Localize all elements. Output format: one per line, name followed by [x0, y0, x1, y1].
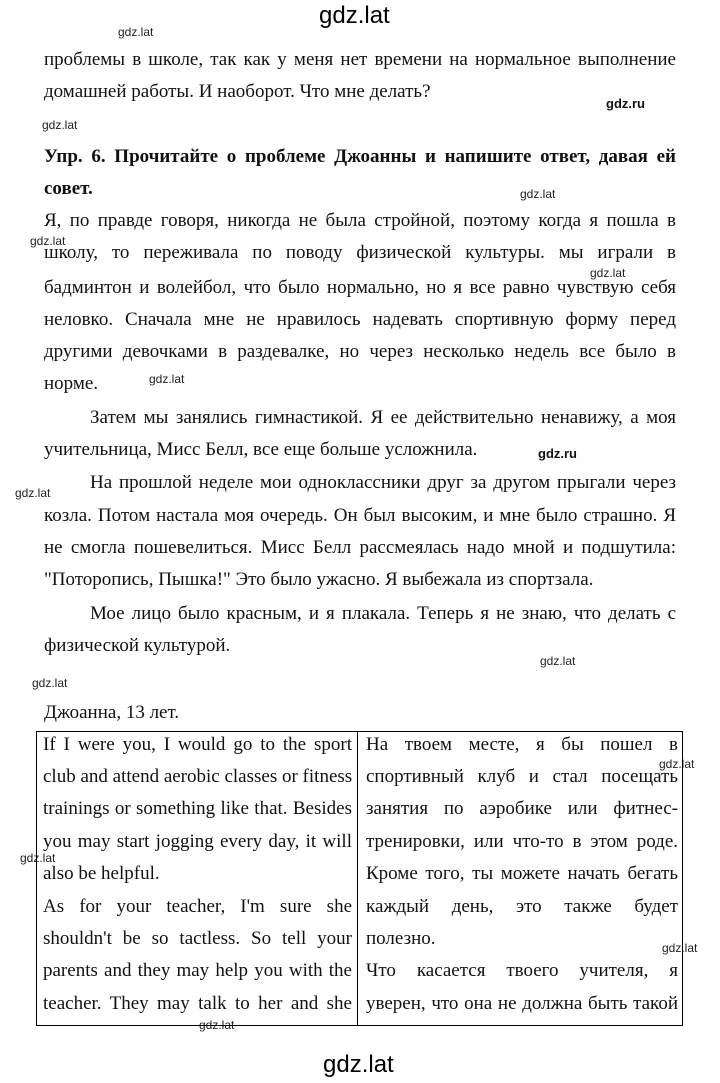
exercise-title-cont: совет.: [44, 178, 93, 199]
watermark-small: gdz.lat: [199, 1018, 235, 1032]
intro-line: домашней работы. И наоборот. Что мне делать?: [44, 81, 431, 102]
table-right-line: Что касается твоего учителя, я: [366, 960, 678, 981]
table-left-line: trainings or something like that. Besides: [43, 798, 352, 819]
table-left-line: shouldn't be so tactless. So tell your: [43, 928, 352, 949]
watermark-top: gdz.lat: [319, 2, 390, 29]
watermark-small: gdz.lat: [32, 676, 68, 690]
watermark-small: gdz.lat: [42, 118, 78, 132]
signature: Джоанна, 13 лет.: [44, 702, 180, 723]
table-left-line: also be helpful.: [43, 863, 160, 884]
watermark-small: gdz.lat: [540, 654, 576, 668]
watermark-small: gdz.lat: [662, 941, 698, 955]
table-right-line: Кроме того, ты можете начать бегать: [366, 863, 678, 884]
paragraph-line: На прошлой неделе мои одноклассники друг за другом прыгали через: [90, 472, 676, 493]
watermark-small: gdz.lat: [149, 372, 185, 386]
watermark-small: gdz.lat: [30, 234, 66, 248]
watermark-small: gdz.lat: [20, 851, 56, 865]
paragraph-line: "Поторопись, Пышка!" Это было ужасно. Я выбежала из спортзала.: [44, 569, 594, 590]
table-left-line: club and attend aerobic classes or fitness: [43, 766, 353, 787]
paragraph-line: Мое лицо было красным, и я плакала. Теперь я не знаю, что делать с: [90, 603, 676, 624]
watermark-small: gdz.lat: [118, 25, 154, 39]
paragraph-line: физической культурой.: [44, 635, 231, 656]
table-left-line: If I were you, I would go to the sport: [43, 734, 352, 755]
table-left-line: you may start jogging every day, it will: [43, 831, 352, 852]
table-right-line: тренировки, или что-то в этом роде.: [366, 831, 678, 852]
paragraph-line: не смогла пошевелиться. Мисс Белл рассмеялась надо мной и подшутила:: [44, 537, 676, 558]
table-right-line: уверен, что она не должна быть такой: [366, 993, 678, 1014]
paragraph-line: другими девочками в раздевалке, но через несколько недель все было в: [44, 341, 676, 362]
watermark-small: gdz.lat: [590, 266, 626, 280]
table-divider: [357, 731, 358, 1026]
table-right-line: занятия по аэробике или фитнес-: [366, 798, 678, 819]
paragraph-line: норме.: [44, 373, 99, 394]
paragraph-line: школу, то переживала по поводу физической культуры. мы играли в: [44, 242, 676, 263]
paragraph-line: бадминтон и волейбол, что было нормально, но я все равно чувствую себя: [44, 277, 676, 298]
table-left-line: teacher. They may talk to her and she: [43, 993, 352, 1014]
watermark-gdz-ru: gdz.ru: [538, 446, 577, 461]
watermark-gdz-ru: gdz.ru: [606, 96, 645, 111]
watermark-small: gdz.lat: [15, 486, 51, 500]
paragraph-line: козла. Потом настала моя очередь. Он был высоким, и мне было страшно. Я: [44, 505, 676, 526]
watermark-small: gdz.lat: [520, 187, 556, 201]
table-left-line: parents and they may help you with the: [43, 960, 352, 981]
intro-line: проблемы в школе, так как у меня нет времени на нормальное выполнение: [44, 49, 676, 70]
table-right-line: На твоем месте, я бы пошел в: [366, 734, 678, 755]
paragraph-line: неловко. Сначала мне не нравилось надевать спортивную форму перед: [44, 309, 676, 330]
table-right-line: полезно.: [366, 928, 436, 949]
paragraph-line: Затем мы занялись гимнастикой. Я ее действительно ненавижу, а моя: [90, 407, 676, 428]
paragraph-line: учительница, Мисс Белл, все еще больше усложнила.: [44, 439, 478, 460]
table-left-line: As for your teacher, I'm sure she: [43, 896, 352, 917]
watermark-small: gdz.lat: [659, 757, 695, 771]
table-right-line: спортивный клуб и стал посещать: [366, 766, 678, 787]
exercise-title: Упр. 6. Прочитайте о проблеме Джоанны и напишите ответ, давая ей: [44, 146, 676, 167]
paragraph-line: Я, по правде говоря, никогда не была стройной, поэтому когда я пошла в: [44, 210, 676, 231]
table-right-line: каждый день, это также будет: [366, 896, 678, 917]
watermark-bottom: gdz.lat: [323, 1051, 394, 1078]
